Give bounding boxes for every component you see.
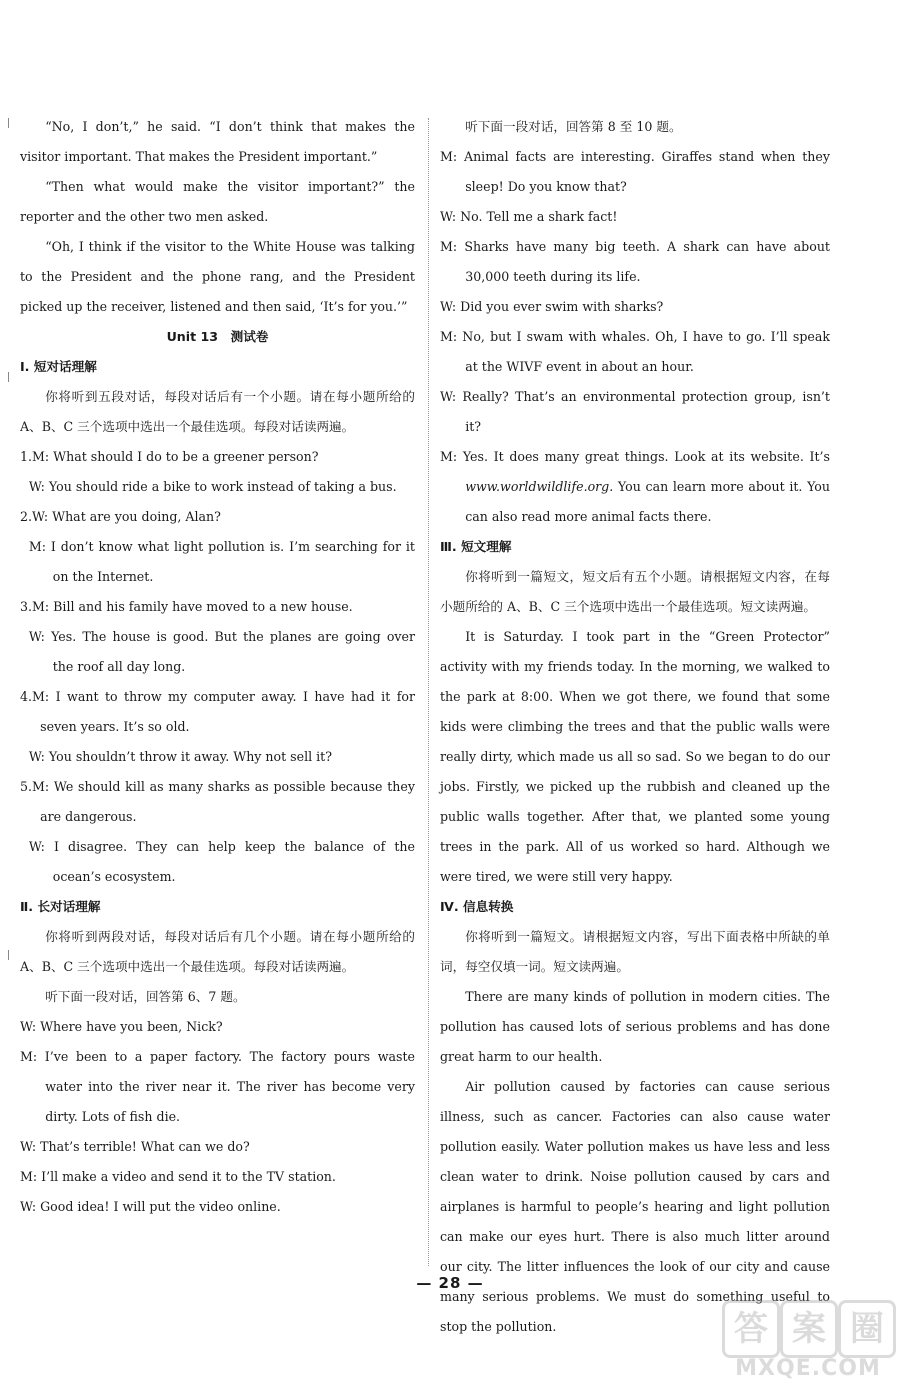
section-instructions: 你将听到一篇短文，短文后有五个小题。请根据短文内容，在每小题所给的 A、B、C 三个选项中选出一个最佳选项。短文读两遍。 [440,569,830,614]
unit-title: Unit 13 测试卷 [166,329,269,344]
dialog-line: W: Where have you been, Nick? [20,1019,223,1034]
dialog-line: M: Sharks have many big teeth. A shark can have about 30,000 teeth during its life. [440,239,830,284]
section-heading-2: Ⅱ. 长对话理解 [20,899,101,914]
passage-paragraph: It is Saturday. I took part in the “Green Protector” activity with my friends today. In the morning, we walked to the park at 8:00. When we got there, we found that some kids were climbing the trees and that the public walls were really dirty, which made us all so sad. So we began to do our jobs. Firstly, we picked up the rubbish and cleaned up the public walls together. After that, we planted some young trees in the park. All of us worked so hard. Although we were tired, we were still very happy. [440,629,830,884]
margin-tick [8,950,9,960]
section-heading-3: Ⅲ. 短文理解 [440,539,512,554]
dialog-line: W: You shouldn’t throw it away. Why not sell it? [28,749,332,764]
dialog-item [20,682,415,772]
story-paragraph: “No, I don’t,” he said. “I don’t think that makes the visitor important. That makes the President important.” [20,119,415,164]
dialog-line: M: I’ve been to a paper factory. The factory pours waste water into the river near it. The river has become very dirty. Lots of fish die. [20,1049,415,1124]
dialog-item [20,442,415,502]
dialog-line: W: Did you ever swim with sharks? [440,299,664,314]
section-heading-1: Ⅰ. 短对话理解 [20,359,97,374]
dialog-line: M: Bill and his family have moved to a new house. [32,599,353,614]
item-number: 2. [20,509,33,524]
dialog-line: W: Really? That’s an environmental protection group, isn’t it? [440,389,830,434]
website-url: www.worldwildlife.org [465,479,610,494]
section-instructions: 你将听到两段对话，每段对话后有几个小题。请在每小题所给的 A、B、C 三个选项中选出一个最佳选项。每段对话读两遍。 [20,929,415,974]
passage-paragraph: There are many kinds of pollution in modern cities. The pollution has caused lots of serious problems and has done great harm to our health. [440,989,830,1064]
story-paragraph: “Then what would make the visitor important?” the reporter and the other two men asked. [20,179,415,224]
dialog-line: M: We should kill as many sharks as possible because they are dangerous. [32,779,415,824]
dialog-line: M: I want to throw my computer away. I have had it for seven years. It’s so old. [32,689,415,734]
watermark-char: 答 [722,1300,780,1358]
left-column [20,112,415,1222]
dialog-line: M: Animal facts are interesting. Giraffes stand when they sleep! Do you know that? [440,149,830,194]
dialog-line: M: What should I do to be a greener person? [32,449,319,464]
dialog-line: W: You should ride a bike to work instead of taking a bus. [28,479,397,494]
section-instructions: 你将听到一篇短文。请根据短文内容，写出下面表格中所缺的单词，每空仅填一词。短文读两遍。 [440,929,830,974]
dialog-line: M: I don’t know what light pollution is. I’m searching for it on the Internet. [28,539,415,584]
dialog-line: W: That’s terrible! What can we do? [20,1139,250,1154]
dialog-line: W: What are you doing, Alan? [32,509,221,524]
dialog-line: W: Good idea! I will put the video online. [20,1199,281,1214]
margin-tick [8,372,9,382]
section-instructions: 你将听到五段对话，每段对话后有一个小题。请在每小题所给的 A、B、C 三个选项中选出一个最佳选项。每段对话读两遍。 [20,389,415,434]
dialog-lead: 听下面一段对话，回答第 8 至 10 题。 [465,119,682,134]
dialog-item [20,502,415,592]
dialog-line: M: No, but I swam with whales. Oh, I have to go. I’ll speak at the WIVF event in about an hour. [440,329,830,374]
dialog-line: M: Yes. It does many great things. Look at its website. It’s www.worldwildlife.org. You can learn more about it. You can also read more animal facts there. [440,449,830,524]
right-column [440,112,830,1342]
dialog-line: W: No. Tell me a shark fact! [440,209,618,224]
item-number: 5. [20,779,33,794]
watermark-site: MXQE.COM [735,1356,881,1381]
passage-paragraph: Air pollution caused by factories can cause serious illness, such as cancer. Factories can also cause water pollution easily. Water pollution makes us have less and less clean water to drink. Noise pollution caused by cars and airplanes is harmful to people’s hearing and light pollution can make our eyes hurt. There is also much litter around our city. The litter influences the look of our city and cause many serious problems. We must do something useful to stop the pollution. [440,1079,830,1334]
story-paragraph: “Oh, I think if the visitor to the White House was talking to the President and the phone rang, and the President picked up the receiver, listened and then said, ‘It’s for you.’” [20,239,415,314]
item-number: 3. [20,599,33,614]
watermark-char: 案 [780,1300,838,1358]
dialog-line: W: Yes. The house is good. But the planes are going over the roof all day long. [28,629,415,674]
watermark-logo [722,1300,894,1382]
margin-tick [8,118,9,128]
section-heading-4: Ⅳ. 信息转换 [440,899,514,914]
item-number: 1. [20,449,33,464]
dialog-line: M: I’ll make a video and send it to the TV station. [20,1169,336,1184]
dialog-line: W: I disagree. They can help keep the balance of the ocean’s ecosystem. [28,839,415,884]
page-number: — 28 — [416,1274,484,1292]
watermark-char: 圈 [838,1300,896,1358]
dialog-lead: 听下面一段对话，回答第 6、7 题。 [45,989,246,1004]
item-number: 4. [20,689,33,704]
column-divider [428,118,429,1266]
dialog-item [20,772,415,892]
dialog-item [20,592,415,682]
